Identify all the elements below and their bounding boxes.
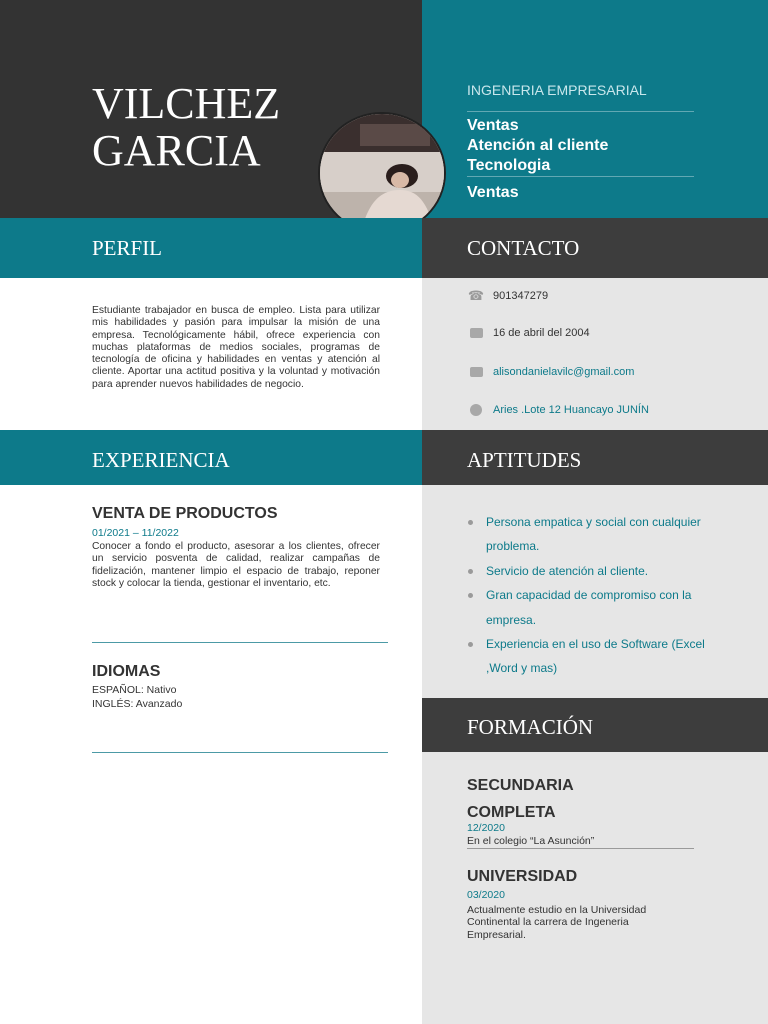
contact-birth [467, 327, 590, 339]
education-detail: En el colegio “La Asunción” [467, 835, 595, 847]
education-title: FORMACIÓN [467, 715, 594, 739]
skill-item: Persona empatica y social con cualquier problema. [467, 510, 707, 559]
education-detail: Actualmente estudio en la Universidad Continental la carrera de Ingeneria Empresarial. [467, 904, 647, 941]
header-skills [467, 116, 608, 176]
header-skill: Tecnologia [467, 157, 551, 174]
calendar-icon [467, 327, 485, 339]
candidate-name [92, 80, 280, 174]
header-divider [467, 111, 694, 112]
header-area: Ventas [467, 184, 519, 201]
contact-title: CONTACTO [467, 236, 580, 260]
name-line-2: GARCIA [92, 126, 261, 175]
header-skill: Atención al cliente [467, 137, 609, 154]
birth-value: 16 de abril del 2004 [493, 327, 590, 339]
profile-title: PERFIL [92, 236, 163, 260]
career-title: INGENERIA EMPRESARIAL [467, 82, 647, 98]
profile-bar [0, 218, 422, 278]
header-skill: Ventas [467, 117, 519, 134]
experience-title: EXPERIENCIA [92, 448, 230, 472]
contact-address [467, 404, 649, 416]
email-value[interactable]: alisondanielavilc@gmail.com [493, 366, 635, 378]
education-entry-title: UNIVERSIDAD [467, 868, 578, 885]
section-divider [92, 752, 388, 753]
skill-item: Gran capacidad de compromiso con la empresa. [467, 583, 707, 632]
skill-item: Experiencia en el uso de Software (Excel ,Word y mas) [467, 632, 707, 681]
name-line-1: VILCHEZ [92, 79, 281, 128]
profile-text: Estudiante trabajador en busca de empleo. Lista para utilizar mis habilidades y pasión para impulsar la misión de una empresa. Tecnológicamente hábil, ofrece experiencia con muchas plataformas de medios sociales, programas de tecnología de oficina y habilidades en ventas y atención al cliente. Aportar una actitud positiva y la voluntad y motivación para aprender nuevos habilidades de negocio. [92, 305, 380, 390]
profile-photo [318, 112, 446, 234]
language-item: ESPAÑOL: Nativo [92, 684, 177, 696]
address-value: Aries .Lote 12 Huancayo JUNÍN [493, 404, 649, 416]
education-divider [467, 848, 694, 849]
education-date: 12/2020 [467, 822, 505, 834]
education-entry-title [467, 772, 574, 826]
job-description: Conocer a fondo el producto, asesorar a los clientes, ofrecer un servicio posventa de calidad, realizar campañas de fidelización, mantener limpio el espacio de trabajo, reponer stock y colocar la tienda, gestionar el inventario, etc. [92, 541, 380, 589]
section-divider [92, 642, 388, 643]
contact-email [467, 366, 634, 378]
languages-title: IDIOMAS [92, 663, 161, 680]
phone-icon: ☎ [467, 288, 485, 303]
education-date: 03/2020 [467, 889, 505, 901]
job-dates: 01/2021 – 11/2022 [92, 527, 179, 539]
job-title: VENTA DE PRODUCTOS [92, 505, 278, 522]
skill-item: Servicio de atención al cliente. [467, 559, 707, 583]
skills-title: APTITUDES [467, 448, 582, 472]
email-icon [467, 366, 485, 378]
location-icon [467, 404, 485, 416]
language-item: INGLÉS: Avanzado [92, 698, 183, 710]
contact-phone [467, 290, 548, 302]
phone-value: 901347279 [493, 290, 549, 302]
education-title-line: SECUNDARIA [467, 777, 574, 794]
education-title-line: COMPLETA [467, 804, 556, 821]
header-divider [467, 176, 694, 177]
skills-list [467, 510, 707, 681]
